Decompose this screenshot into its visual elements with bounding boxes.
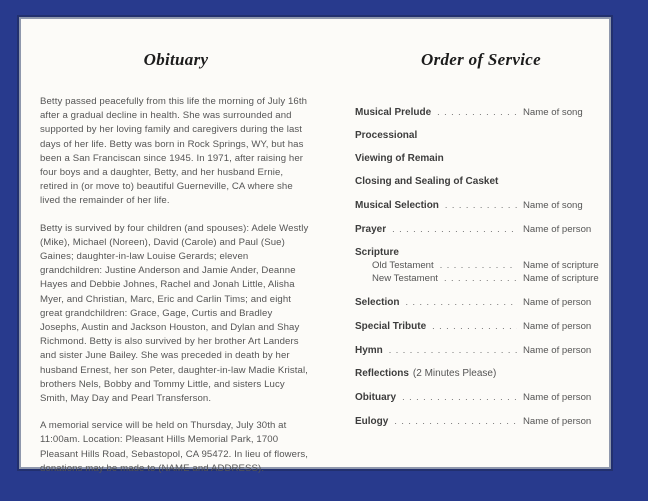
service-item-placeholder: Name of scripture	[523, 273, 599, 284]
service-item-placeholder: Name of person	[523, 224, 592, 235]
service-item-label: Processional	[355, 130, 418, 141]
service-item-placeholder: Name of scripture	[523, 260, 599, 271]
program-paper	[21, 19, 609, 474]
service-item	[355, 415, 607, 428]
service-item-note: (2 Minutes Please)	[412, 368, 497, 379]
service-subitem	[355, 272, 607, 285]
dotted-leader	[394, 415, 517, 427]
service-item-label: Selection	[355, 297, 400, 308]
obituary-page	[40, 19, 312, 489]
service-item	[355, 391, 607, 404]
service-subitem	[355, 259, 607, 272]
service-item	[355, 368, 607, 380]
service-item-label: Old Testament	[372, 260, 434, 271]
dotted-leader	[437, 106, 517, 118]
service-item-placeholder: Name of person	[523, 392, 592, 403]
dotted-leader	[392, 223, 517, 235]
service-item-placeholder: Name of person	[523, 321, 592, 332]
service-item	[355, 320, 607, 333]
obituary-text	[40, 95, 312, 476]
service-item	[355, 199, 607, 212]
service-item-label: Prayer	[355, 224, 387, 235]
order-of-service-title: Order of Service	[421, 50, 541, 69]
service-list	[355, 106, 607, 428]
service-item-label: Reflections	[355, 368, 409, 379]
service-item-label: Hymn	[355, 345, 383, 356]
service-item	[355, 106, 607, 119]
service-item	[355, 247, 607, 259]
dotted-leader	[432, 320, 517, 332]
obituary-paragraph: Betty passed peacefully from this life the morning of July 16th after a gradual decline in health. She was surrounded and supported by her loving family and caregivers during the last days of her life. Betty was born in Rock Springs, WY, but has been a San Franciscan since 1945. In 1971, after raising her four boys and a daughter, Betty, and her husband Ernie, retired in (or move to) beautiful Guerneville, CA where she lived the remainder of her life.	[40, 96, 308, 207]
service-item-placeholder: Name of person	[523, 297, 592, 308]
service-item-label: Eulogy	[355, 416, 389, 427]
service-item-label: Viewing of Remain	[355, 153, 444, 164]
service-item-label: Special Tribute	[355, 321, 427, 332]
service-item	[355, 296, 607, 309]
service-item-placeholder: Name of person	[523, 416, 592, 427]
service-item	[355, 223, 607, 236]
service-item-label: Musical Selection	[355, 200, 439, 211]
obituary-title: Obituary	[143, 50, 209, 69]
service-item	[355, 344, 607, 357]
dotted-leader	[402, 391, 517, 403]
service-item-label: Obituary	[355, 392, 397, 403]
service-item-label: Closing and Sealing of Casket	[355, 176, 499, 187]
dotted-leader	[405, 296, 517, 308]
service-item-placeholder: Name of song	[523, 107, 583, 118]
dotted-leader	[444, 272, 517, 284]
service-item-label: Scripture	[355, 247, 399, 258]
service-item-placeholder: Name of person	[523, 345, 592, 356]
service-item-label: New Testament	[372, 273, 438, 284]
dotted-leader	[440, 259, 517, 271]
service-item-placeholder: Name of song	[523, 200, 583, 211]
dotted-leader	[445, 199, 517, 211]
service-item	[355, 153, 607, 165]
service-item-label: Musical Prelude	[355, 107, 432, 118]
service-item	[355, 130, 607, 142]
order-of-service-page	[355, 19, 607, 428]
obituary-paragraph: Betty is survived by four children (and spouses): Adele Westly (Mike), Michael (Noreen), David (Carole) and Paul (Sue) Gaines; daughter-in-law Louise Gerards; eleven grandchildren: Justine Anderson and Jamie Ander, Deanne Hayes and Debbie Johnes, Rachel and Jonah Little, Alisha Myer, and Christian, Marc, Eric and Carlin Tims; and eight great grandchildren: Grace, Gage, Curtis and Bradley Josephs, Austin and Jackson Houston, and Dylan and Shay Richmond. Betty is also survived by her brother Art Landers and sister June Bailey. She was preceded in death by her husband Ernest, her son Peter, daughter-in-law Madie Kristal, brothers Nels, Bobby and Tommy Little, and sisters Lucy Smith, May Day and Pearl Transferson.	[40, 222, 309, 405]
dotted-leader	[389, 344, 517, 356]
obituary-paragraph: A memorial service will be held on Thursday, July 30th at 11:00am. Location: Pleasant Hills Memorial Park, 1700 Pleasant Hills Road, Sebastopol, CA 95472. In lieu of flowers, donations may be made to (NAME and ADDRESS).	[40, 420, 309, 474]
service-item	[355, 176, 607, 188]
